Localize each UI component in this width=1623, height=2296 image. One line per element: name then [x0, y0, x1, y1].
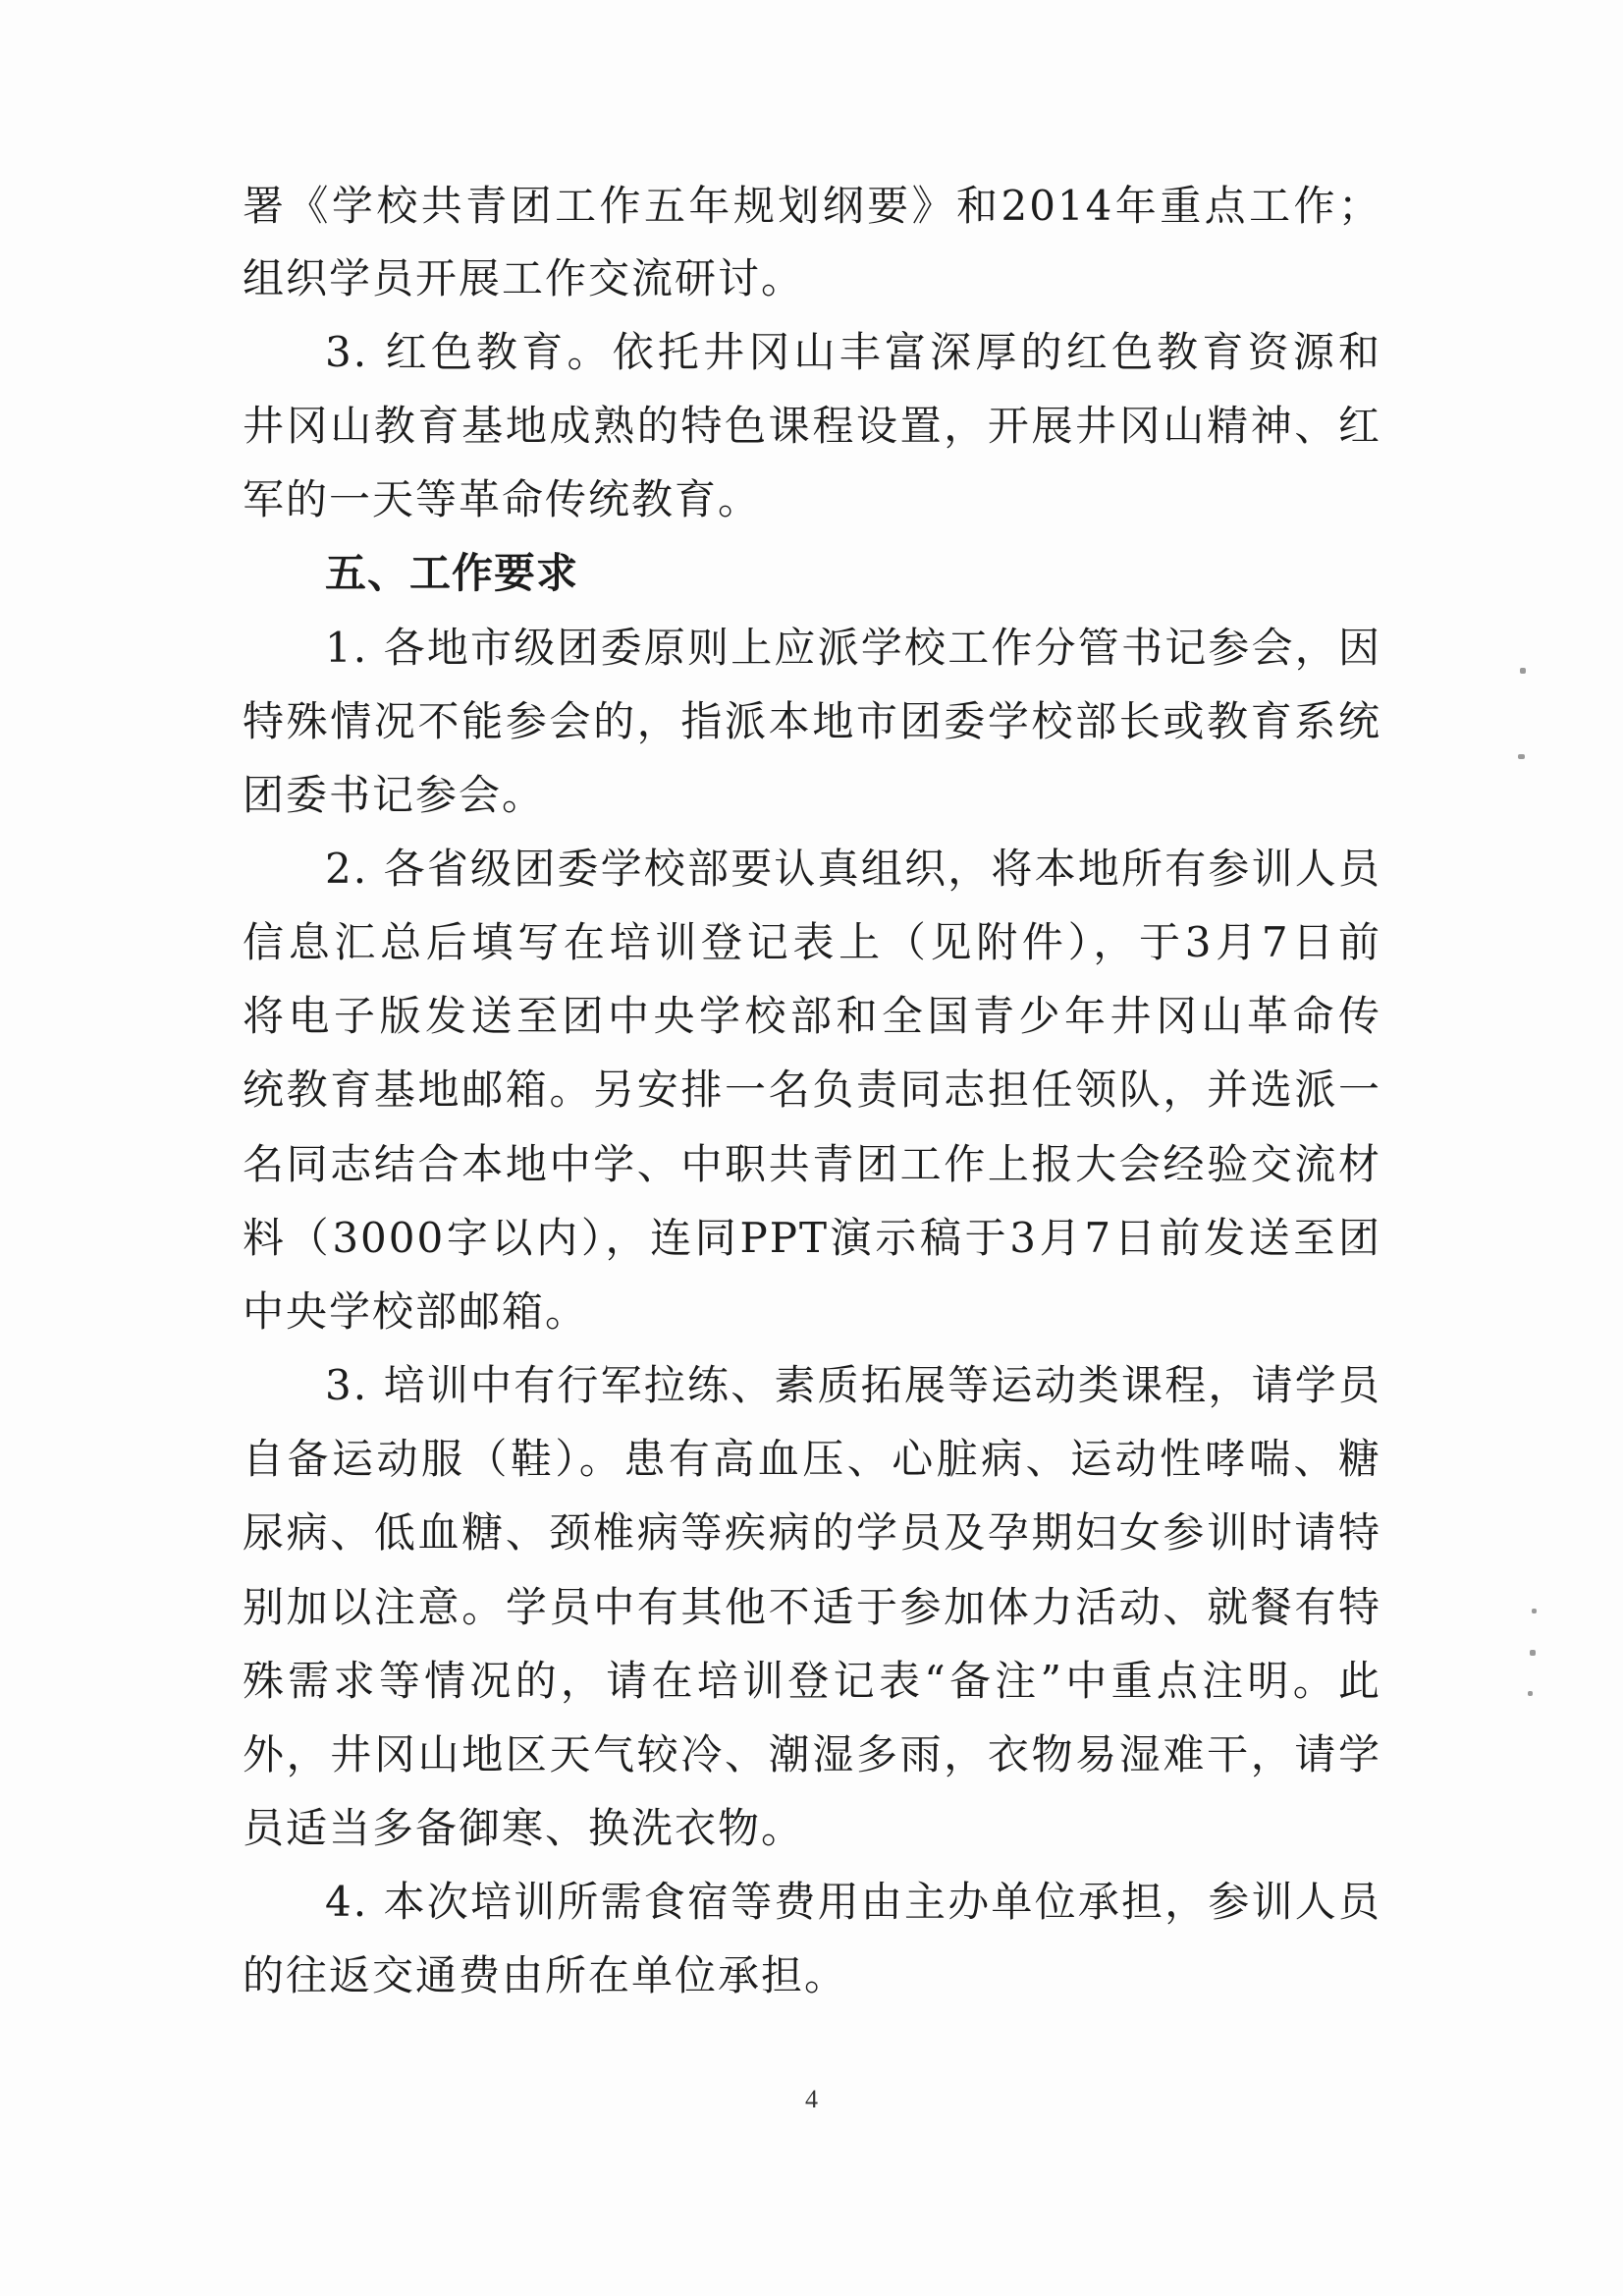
text-line: 特殊情况不能参会的，指派本地市团委学校部长或教育系统	[243, 697, 1381, 745]
section-heading: 五、工作要求	[325, 549, 579, 597]
text-line: 统教育基地邮箱。另安排一名负责同志担任领队，并选派一	[243, 1066, 1381, 1114]
text-line: 团委书记参会。	[243, 771, 546, 819]
text-line: 尿病、低血糖、颈椎病等疾病的学员及孕期妇女参训时请特	[243, 1508, 1381, 1557]
text-line: 中央学校部邮箱。	[243, 1287, 589, 1336]
scan-speck	[1528, 1691, 1533, 1696]
text-line: 军的一天等革命传统教育。	[243, 475, 762, 523]
text-line: 信息汇总后填写在培训登记表上（见附件），于3月7日前	[243, 918, 1381, 966]
page-number: 4	[805, 2085, 818, 2113]
text-line: 2. 各省级团委学校部要认真组织，将本地所有参训人员	[325, 845, 1381, 893]
text-line: 外，井冈山地区天气较冷、潮湿多雨，衣物易湿难干，请学	[243, 1730, 1381, 1778]
text-line: 井冈山教育基地成熟的特色课程设置，开展井冈山精神、红	[243, 402, 1381, 450]
text-line: 组织学员开展工作交流研讨。	[243, 254, 805, 302]
text-line: 员适当多备御寒、换洗衣物。	[243, 1804, 805, 1852]
text-line: 1. 各地市级团委原则上应派学校工作分管书记参会，因	[325, 624, 1381, 672]
text-line: 将电子版发送至团中央学校部和全国青少年井冈山革命传	[243, 992, 1381, 1040]
text-line: 3. 红色教育。依托井冈山丰富深厚的红色教育资源和	[325, 328, 1381, 376]
text-line: 的往返交通费由所在单位承担。	[243, 1951, 848, 1999]
text-line: 4. 本次培训所需食宿等费用由主办单位承担，参训人员	[325, 1878, 1381, 1926]
text-line: 3. 培训中有行军拉练、素质拓展等运动类课程，请学员	[325, 1361, 1381, 1409]
text-line: 殊需求等情况的，请在培训登记表“备注”中重点注明。此	[243, 1657, 1381, 1705]
scan-speck	[1518, 754, 1525, 759]
text-line: 署《学校共青团工作五年规划纲要》和2014年重点工作；	[243, 182, 1381, 230]
text-line: 名同志结合本地中学、中职共青团工作上报大会经验交流材	[243, 1140, 1381, 1188]
text-line: 自备运动服（鞋）。患有高血压、心脏病、运动性哮喘、糖	[243, 1435, 1381, 1483]
scan-speck	[1520, 668, 1526, 674]
text-line: 料（3000字以内），连同PPT演示稿于3月7日前发送至团	[243, 1214, 1381, 1262]
scan-speck	[1532, 1609, 1537, 1613]
text-line: 别加以注意。学员中有其他不适于参加体力活动、就餐有特	[243, 1583, 1381, 1631]
scan-speck	[1530, 1650, 1536, 1656]
